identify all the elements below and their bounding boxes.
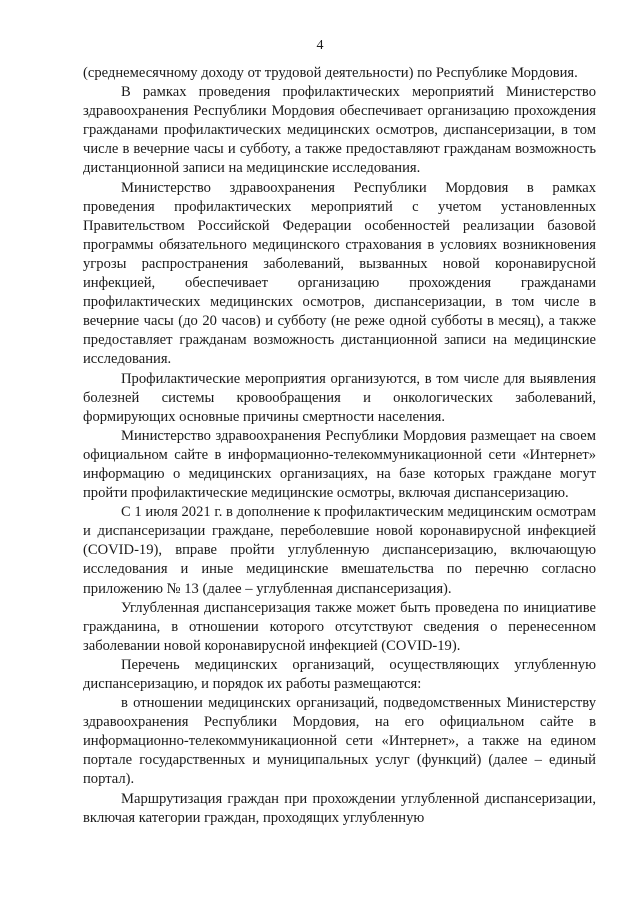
document-body: [83, 64, 596, 828]
paragraph: (среднемесячному доходу от трудовой деятельности) по Республике Мордовия.: [83, 65, 578, 81]
paragraph: В рамках проведения профилактических мероприятий Министерство здравоохранения Республики Мордовия обеспечивает организацию прохождения гражданами профилактических медицинских осмотров, диспансеризации, в том числе в вечерние часы и субботу, а также предоставляют гражданам возможность дистанционной записи на медицинские исследования.: [83, 84, 596, 177]
paragraph: в отношении медицинских организаций, подведомственных Министерству здравоохранения Республики Мордовия, на его официальном сайте в информационно-телекоммуникационной сети «Интернет», а также на едином портале государственных и муниципальных услуг (функций) (далее – единый портал).: [83, 695, 596, 788]
paragraph: Углубленная диспансеризация также может быть проведена по инициативе гражданина, в отношении которого отсутствуют сведения о перенесенном заболевании новой коронавирусной инфекцией (COVID-19).: [83, 599, 596, 654]
paragraph: С 1 июля 2021 г. в дополнение к профилактическим медицинским осмотрам и диспансеризации граждане, переболевшие новой коронавирусной инфекцией (COVID-19), вправе пройти углубленную диспансеризацию, включающую исследования и иные медицинские вмешательства по перечню согласно приложению № 13 (далее – углубленная диспансеризация).: [83, 504, 596, 597]
paragraph: Перечень медицинских организаций, осуществляющих углубленную диспансеризацию, и порядок их работы размещаются:: [83, 656, 596, 692]
paragraph: Маршрутизация граждан при прохождении углубленной диспансеризации, включая категории граждан, проходящих углубленную: [83, 790, 596, 826]
paragraph: Министерство здравоохранения Республики Мордовия размещает на своем официальном сайте в информационно-телекоммуникационной сети «Интернет» информацию о медицинских организациях, на базе которых граждане могут пройти профилактические медицинские осмотры, включая диспансеризацию.: [83, 427, 596, 502]
page-number: 4: [316, 38, 324, 53]
paragraph: Профилактические мероприятия организуются, в том числе для выявления болезней системы кровообращения и онкологических заболеваний, формирующих основные причины смертности населения.: [83, 370, 596, 425]
paragraph: Министерство здравоохранения Республики Мордовия в рамках проведения профилактических мероприятий с учетом установленных Правительством Российской Федерации особенностей реализации базовой программы обязательного медицинского страхования в условиях возникновения угрозы распространения заболеваний, вызванных новой коронавирусной инфекцией, обеспечивает организацию прохождения гражданами профилактических медицинских осмотров, диспансеризации, в том числе в вечерние часы (до 20 часов) и субботу (не реже одной субботы в месяц), а также предоставляет гражданам возможность дистанционной записи на медицинские исследования.: [83, 179, 596, 368]
